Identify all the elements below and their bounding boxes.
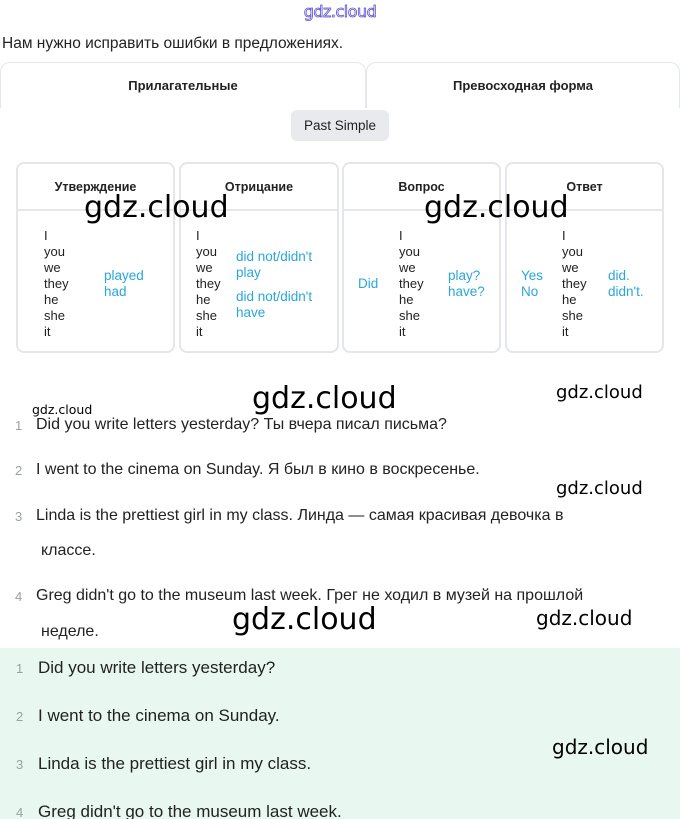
pronoun: they	[196, 276, 221, 291]
pronoun: it	[196, 324, 203, 339]
yes-word: Yes	[521, 268, 544, 283]
item-text: I went to the cinema on Sunday. Я был в кино в воскресенье.	[36, 461, 480, 478]
watermark: gdz.cloud	[84, 190, 229, 225]
tab-superlative[interactable]	[366, 62, 680, 108]
verb-list	[448, 268, 485, 300]
pronoun: I	[44, 228, 48, 243]
pronoun: he	[44, 292, 59, 307]
pronoun: we	[399, 260, 416, 275]
pronoun-list	[562, 228, 587, 340]
intro-text: Нам нужно исправить ошибки в предложениях.	[2, 35, 344, 52]
pronoun: you	[44, 244, 65, 259]
answer-text: Did you write letters yesterday?	[38, 658, 276, 677]
verb-form: had	[104, 284, 127, 299]
answer-text: I went to the cinema on Sunday.	[38, 706, 280, 725]
answer-number: 1	[16, 661, 24, 676]
tab-bar	[0, 62, 680, 102]
answer-number: 3	[16, 757, 24, 772]
pronoun: he	[399, 292, 414, 307]
item-text-continuation: классе.	[41, 542, 96, 559]
watermark: gdz.cloud	[232, 602, 377, 637]
pronoun: they	[399, 276, 424, 291]
verb-form: have?	[448, 284, 485, 299]
pronoun-list	[196, 228, 221, 340]
verb-form: play	[236, 265, 261, 280]
answer-text: Greg didn't go to the museum last week.	[38, 802, 342, 819]
card-question-title: Вопрос	[344, 164, 499, 211]
pronoun: you	[399, 244, 420, 259]
item-number: 1	[15, 418, 23, 433]
pronoun: it	[44, 324, 51, 339]
pronoun: she	[44, 308, 65, 323]
pronoun: I	[562, 228, 566, 243]
pronoun: she	[399, 308, 420, 323]
item-number: 3	[15, 509, 23, 524]
pronoun: I	[196, 228, 200, 243]
pronoun: it	[399, 324, 406, 339]
tab-superlative-label: Превосходная форма	[453, 78, 593, 93]
item-text: Greg didn't go to the museum last week. Грег не ходил в музей на прошлой	[36, 587, 584, 604]
answer-ending: did.	[608, 268, 630, 283]
watermark: gdz.cloud	[424, 190, 569, 225]
watermark: gdz.cloud	[556, 382, 643, 403]
verb-list	[104, 268, 144, 300]
tab-adjectives[interactable]	[0, 62, 366, 108]
past-simple-button[interactable]: Past Simple	[291, 110, 389, 141]
verb-form: play?	[448, 268, 481, 283]
answer-number: 2	[16, 709, 24, 724]
pronoun-list	[44, 228, 69, 340]
no-word: No	[521, 284, 539, 299]
verb-list	[236, 249, 312, 321]
watermark: gdz.cloud	[556, 478, 643, 499]
pronoun: we	[562, 260, 579, 275]
card-affirmative-title: Утверждение	[18, 164, 173, 211]
answer-number: 4	[16, 805, 24, 819]
site-logo[interactable]: gdz.cloud	[303, 2, 377, 21]
verb-form: did not/didn't	[236, 249, 313, 264]
pronoun: we	[196, 260, 213, 275]
yes-no-list	[521, 268, 543, 300]
pronoun: we	[44, 260, 61, 275]
answer-ending: didn't.	[608, 284, 644, 299]
item-text: Linda is the prettiest girl in my class. Линда — самая красивая девочка в	[36, 507, 564, 524]
pronoun: they	[44, 276, 69, 291]
item-number: 2	[15, 463, 23, 478]
ending-list	[608, 268, 644, 300]
pronoun: he	[562, 292, 577, 307]
card-answer-title: Ответ	[507, 164, 662, 211]
verb-form: did not/didn't	[236, 289, 313, 304]
watermark: gdz.cloud	[552, 735, 649, 759]
answer-box	[0, 648, 680, 819]
pronoun: I	[399, 228, 403, 243]
watermark: gdz.cloud	[32, 402, 93, 417]
pronoun: she	[562, 308, 583, 323]
tab-adjectives-label: Прилагательные	[128, 78, 238, 93]
item-text-continuation: неделе.	[41, 623, 99, 640]
auxiliary-verb: Did	[358, 276, 379, 291]
pronoun: they	[562, 276, 587, 291]
pronoun: he	[196, 292, 211, 307]
watermark: gdz.cloud	[536, 606, 633, 630]
item-number: 4	[15, 589, 23, 604]
pronoun-list	[399, 228, 424, 340]
item-text: Did you write letters yesterday? Ты вчера писал письма?	[36, 416, 447, 433]
verb-form: have	[236, 305, 266, 320]
pronoun: it	[562, 324, 569, 339]
watermark: gdz.cloud	[252, 381, 397, 416]
pronoun: she	[196, 308, 217, 323]
pronoun: you	[562, 244, 583, 259]
pronoun: you	[196, 244, 217, 259]
answer-text: Linda is the prettiest girl in my class.	[38, 754, 312, 773]
card-negative-title: Отрицание	[181, 164, 337, 211]
verb-form: played	[104, 268, 144, 283]
